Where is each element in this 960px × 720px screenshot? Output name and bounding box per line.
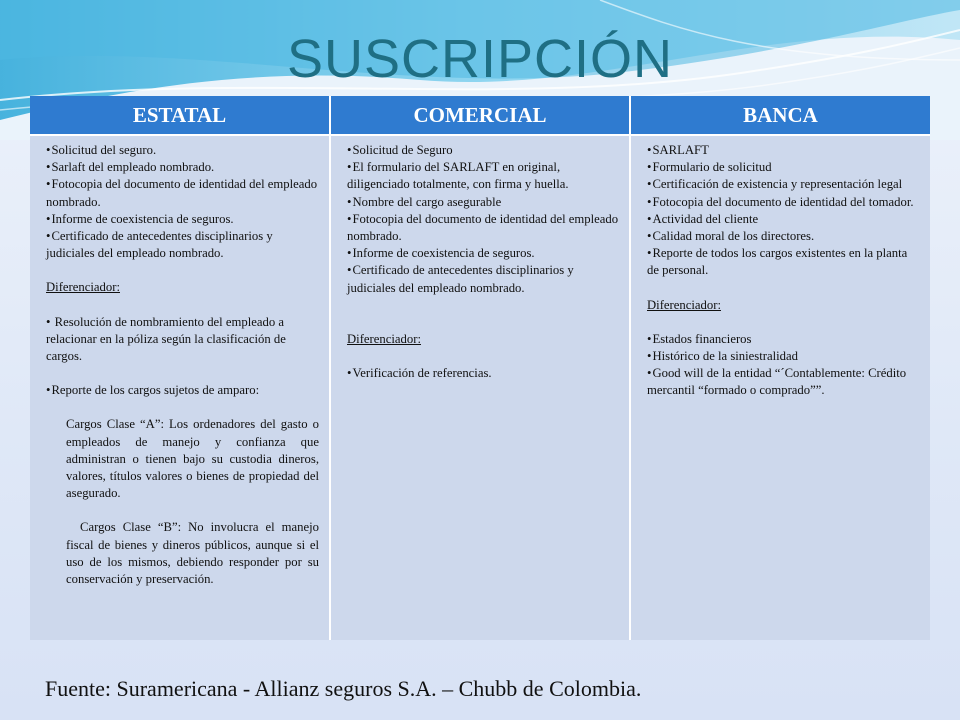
list-item: •Sarlaft del empleado nombrado. — [46, 160, 215, 175]
list-item: •Reporte de todos los cargos existentes en la planta de personal. — [647, 246, 908, 278]
comercial-diferenciador-list — [347, 365, 619, 382]
banca-cell — [630, 135, 930, 640]
estatal-requirements-list — [46, 142, 319, 262]
list-item: •Certificado de antecedentes disciplinarios y judiciales del empleado nombrado. — [347, 263, 574, 295]
diferenciador-label: Diferenciador: — [46, 280, 120, 295]
subscription-table — [30, 96, 930, 640]
list-item: •Reporte de los cargos sujetos de amparo: — [46, 383, 260, 398]
list-item: •Informe de coexistencia de seguros. — [347, 246, 535, 261]
list-item: •Formulario de solicitud — [647, 160, 772, 175]
estatal-cell — [30, 135, 330, 640]
list-item: •Nombre del cargo asegurable — [347, 194, 502, 209]
list-item: •Calidad moral de los directores. — [647, 229, 815, 244]
list-item: •Fotocopia del documento de identidad del empleado nombrado. — [46, 177, 318, 209]
list-item: •Informe de coexistencia de seguros. — [46, 211, 234, 226]
banca-requirements-list — [647, 142, 920, 280]
list-item: •Verificación de referencias. — [347, 366, 492, 381]
column-header-comercial: COMERCIAL — [330, 96, 630, 135]
cargo-clase-b: Cargos Clase “B”: No involucra el manejo fiscal de bienes y dineros públicos, aunque si el uso de los mismos, debiendo responder por su conservación y preservación. — [66, 520, 323, 587]
list-item: •Estados financieros — [647, 331, 752, 346]
list-item: •Solicitud del seguro. — [46, 143, 157, 157]
banca-diferenciador-list — [647, 331, 920, 400]
diferenciador-label: Diferenciador: — [647, 297, 721, 312]
column-header-banca: BANCA — [630, 96, 930, 135]
list-item: •Good will de la entidad “´Contablemente: Crédito mercantil “formado o comprado””. — [647, 366, 907, 398]
list-item: •Certificado de antecedentes disciplinarios y judiciales del empleado nombrado. — [46, 229, 273, 261]
list-item: •Solicitud de Seguro — [347, 143, 453, 157]
comercial-cell — [330, 135, 630, 640]
list-item: •Histórico de la siniestralidad — [647, 349, 798, 364]
column-header-estatal: ESTATAL — [30, 96, 330, 135]
estatal-diferenciador-list — [46, 314, 319, 400]
diferenciador-label: Diferenciador: — [347, 331, 421, 346]
list-item: •Certificación de existencia y representación legal — [647, 177, 903, 192]
list-item: •SARLAFT — [647, 143, 709, 157]
list-item: •El formulario del SARLAFT en original, diligenciado totalmente, con firma y huella. — [347, 160, 569, 192]
list-item: •Actividad del cliente — [647, 211, 759, 226]
list-item: • Resolución de nombramiento del empleado a relacionar en la póliza según la clasificación de cargos. — [46, 314, 286, 364]
source-footnote: Fuente: Suramericana - Allianz seguros S.A. – Chubb de Colombia. — [45, 676, 642, 701]
list-item: •Fotocopia del documento de identidad del tomador. — [647, 194, 914, 209]
list-item: •Fotocopia del documento de identidad del empleado nombrado. — [347, 211, 619, 244]
page-title: SUSCRIPCIÓN — [286, 29, 674, 89]
comercial-requirements-list — [347, 142, 619, 297]
cargo-clase-a: Cargos Clase “A”: Los ordenadores del gasto o empleados de manejo y confianza que administran o tienen bajo su custodia dineros, valores, títulos valores o bienes de propiedad del asegurado. — [66, 417, 319, 501]
